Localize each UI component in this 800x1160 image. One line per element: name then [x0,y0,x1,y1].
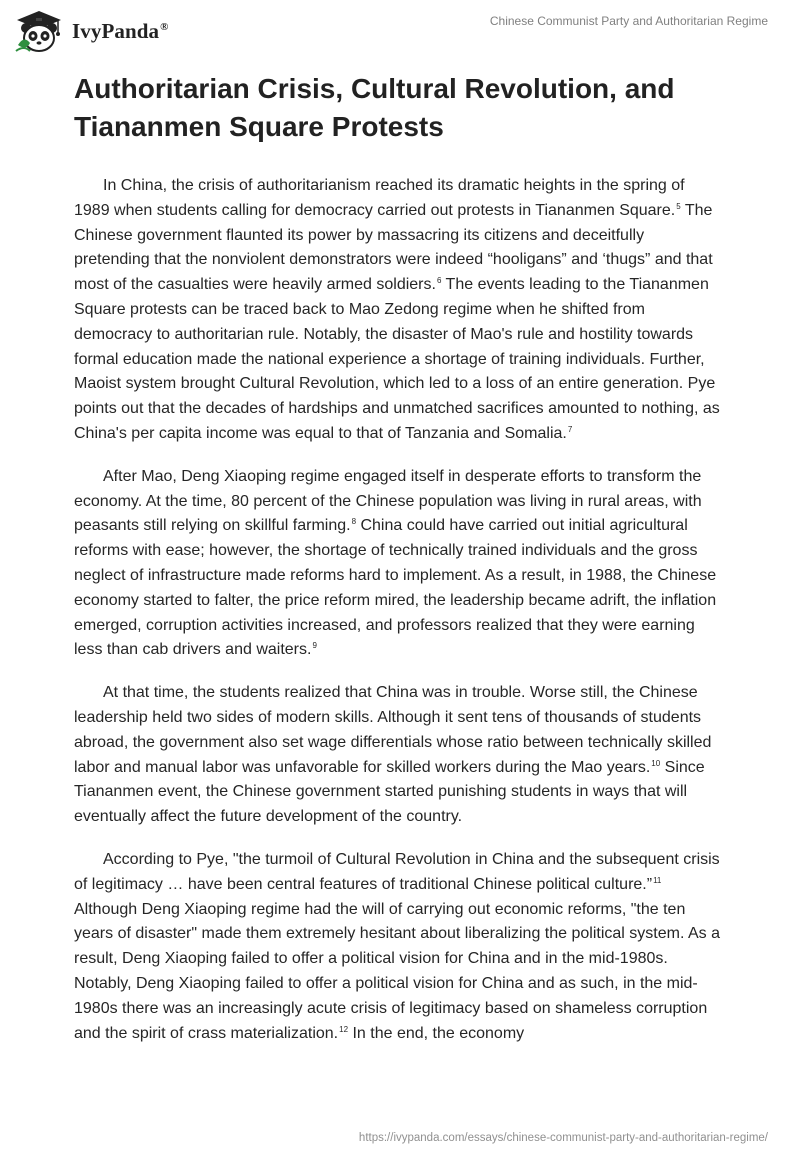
paragraph-text: The Chinese government flaunted its power by massacring its citizens and deceitfully pretending that the nonviolent demonstrators were indeed “hooligans” and ‘thugs” and that most of the casualties were heavily armed soldiers. [74,201,713,294]
paragraph [74,681,724,830]
paragraph-text: The events leading to the Tiananmen Square protests can be traced back to Mao Zedong regime when he shifted from democracy to authoritarian rule. Notably, the disaster of Mao's rule and hostility towards formal education made the national experience a shortage of training individuals. Further, Maoist system brought Cultural Revolution, which led to a loss of an entire generation. Pye points out that the decades of hardships and unmatched sacrifices amounted to nothing, as China's per capita income was equal to that of Tanzania and Somalia. [74,276,720,442]
article [74,70,724,1064]
ivypanda-logo[interactable] [14,9,169,53]
paragraph-text: In China, the crisis of authoritarianism reached its dramatic heights in the spring of 1989 when students calling for democracy carried out protests in Tiananmen Square. [74,177,685,219]
paragraph [74,465,724,663]
article-body [74,174,724,1046]
paragraph [74,848,724,1046]
paragraph-text: China could have carried out initial agricultural reforms with ease; however, the shortage of technically trained individuals and the gross neglect of infrastructure made reforms hard to implement. As a result, in 1988, the Chinese economy started to falter, the price reform mired, the leadership became adrift, the inflation emerged, corruption activities increased, and professors realized that they were earning less than cab drivers and waiters. [74,517,717,659]
source-url[interactable]: https://ivypanda.com/essays/chinese-communist-party-and-authoritarian-regime/ [358,1132,768,1144]
footnote-ref[interactable]: 10 [651,758,661,768]
footnote-ref[interactable]: 5 [676,201,681,211]
panda-graduate-icon [14,9,64,53]
footnote-ref[interactable]: 6 [436,276,442,286]
paragraph-text: Since Tiananmen event, the Chinese government started punishing students in ways that will eventually affect the future development of the country. [74,758,705,826]
document-title: Chinese Communist Party and Authoritarian Regime [489,14,768,28]
paragraph [74,174,724,447]
footnote-ref[interactable]: 8 [351,517,357,527]
article-title: Authoritarian Crisis, Cultural Revolution, and Tiananmen Square Protests [74,73,675,142]
paragraph-text: At that time, the students realized that China was in trouble. Worse still, the Chinese leadership held two sides of modern skills. Although it sent tens of thousands of students abroad, the government also set wage differentials whose ratio between technically skilled labor and manual labor was unfavorable for skilled workers during the Mao years. [74,684,712,776]
paragraph-text: After Mao, Deng Xiaoping regime engaged itself in desperate efforts to transform the economy. At the time, 80 percent of the Chinese population was living in rural areas, with peasants still relying on skillful farming. [74,467,702,535]
footnote-ref[interactable]: 11 [653,875,662,885]
registered-mark: ® [160,20,169,33]
footnote-ref[interactable]: 12 [339,1024,349,1034]
footnote-ref[interactable]: 9 [312,641,317,651]
paragraph-text: Although Deng Xiaoping regime had the will of carrying out economic reforms, "the ten years of disaster" made them extremely hesitant about liberalizing the political system. As a result, Deng Xiaoping failed to offer a political vision for China and in the mid-1980s. Notably, Deng Xiaoping failed to offer a political vision for China and as such, in the mid-1980s there was an increasingly acute crisis of legitimacy based on shameless corruption and the spirit of crass materialization. [74,900,720,1042]
paragraph-text: According to Pye, "the turmoil of Cultural Revolution in China and the subsequent crisis of legitimacy … have been central features of traditional Chinese political culture.” [74,850,720,893]
brand-name: IvyPanda® [72,18,169,43]
footnote-ref[interactable]: 7 [567,424,573,434]
paragraph-text: In the end, the economy [348,1024,525,1042]
page-header [0,0,800,60]
